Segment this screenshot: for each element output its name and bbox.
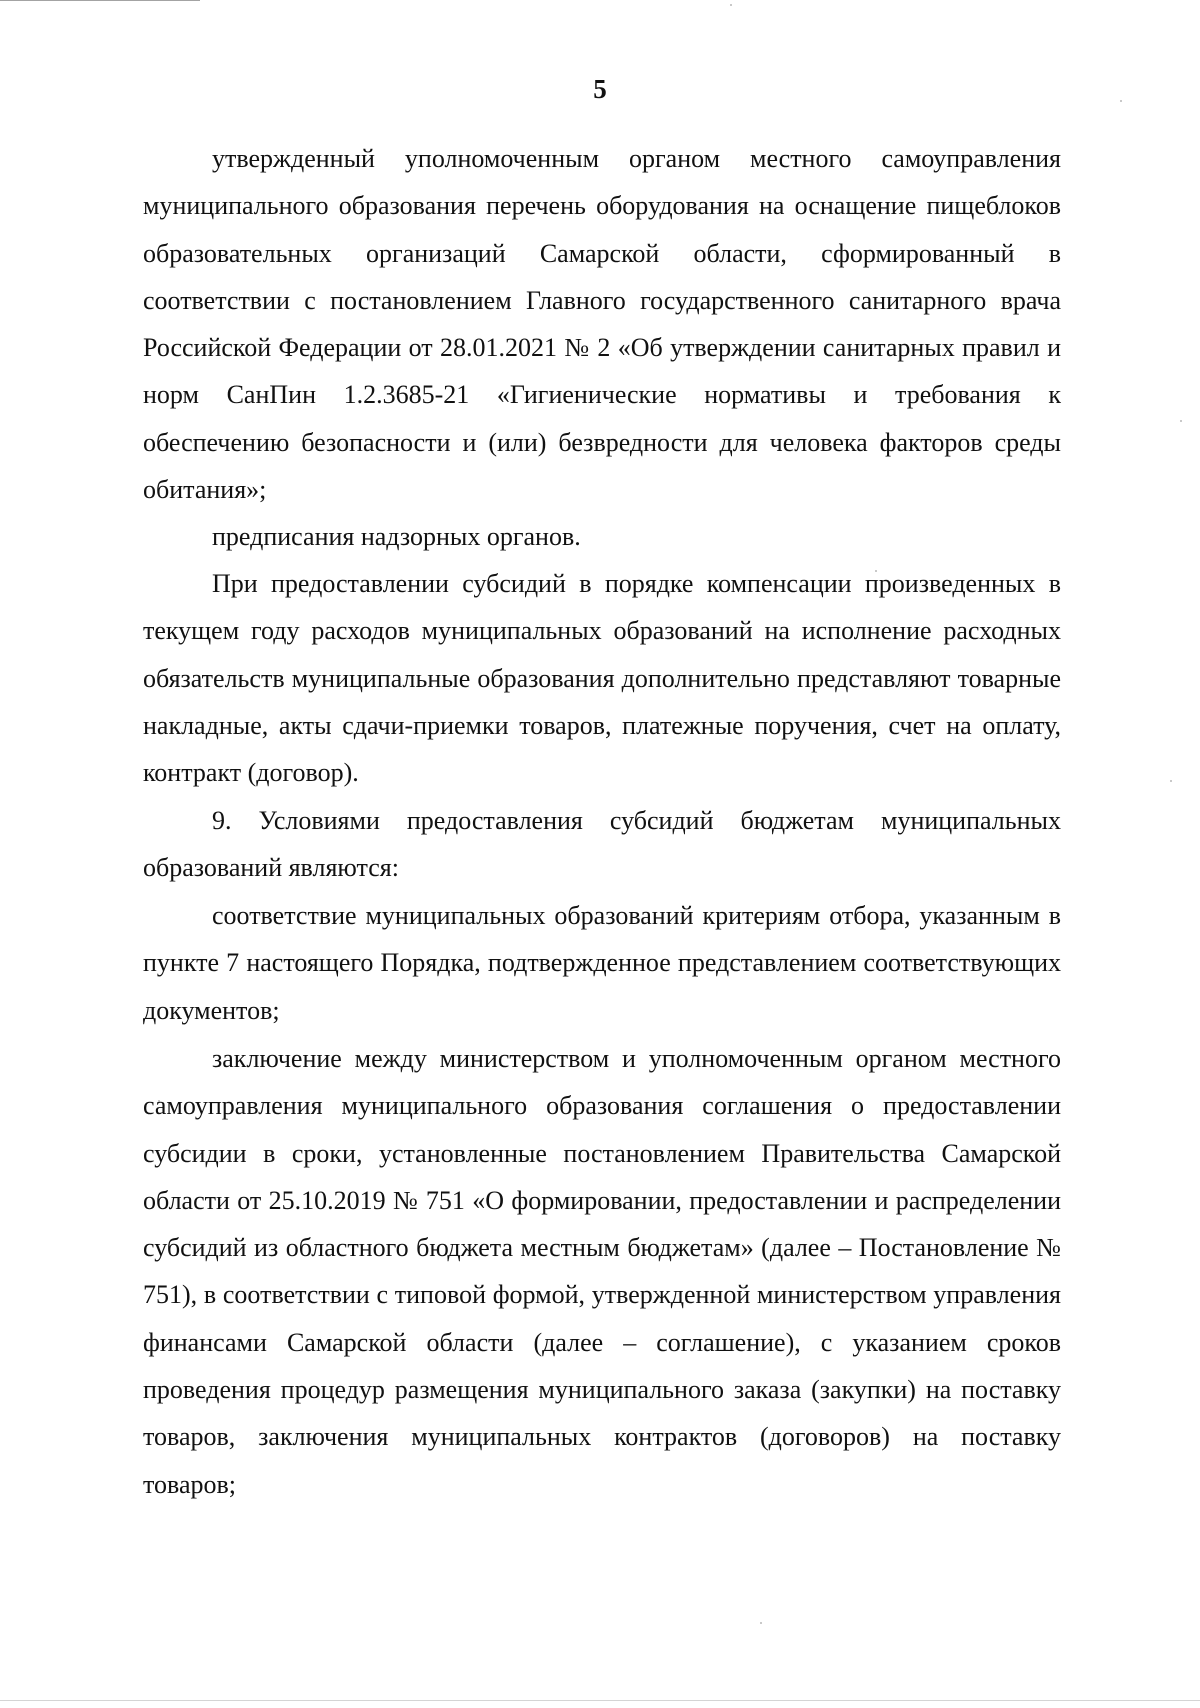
scan-artifact-top	[0, 0, 200, 1]
paragraph-equipment-list: утвержденный уполномоченным органом местного самоуправления муниципального образования перечень оборудования на оснащение пищеблоков образовательных организаций Самарской области, сформированный в соответствии с постановлением Главного государственного санитарного врача Российской Федерации от 28.01.2021 № 2 «Об утверждении санитарных правил и норм СанПин 1.2.3685-21 «Гигиенические нормативы и требования к обеспечению безопасности и (или) безвредности для человека факторов среды обитания»;	[143, 144, 1061, 505]
paragraph-supervisory-orders: предписания надзорных органов.	[212, 522, 581, 551]
paragraph-agreement-conclusion: заключение между министерством и уполномоченным органом местного самоуправления муниципального образования соглашения о предоставлении субсидии в сроки, установленные постановлением Правительства Самарской области от 25.10.2019 № 751 «О формировании, предоставлении и распределении субсидий из областного бюджета местным бюджетам» (далее – Постановление № 751), в соответствии с типовой формой, утвержденной министерством управления финансами Самарской области (далее – соглашение), с указанием сроков проведения процедур размещения муниципального заказа (закупки) на поставку товаров, заключения муниципальных контрактов (договоров) на поставку товаров;	[143, 1044, 1061, 1499]
scan-artifact-bottom	[0, 1700, 1200, 1701]
paragraph-criteria-compliance: соответствие муниципальных образований критериям отбора, указанным в пункте 7 настоящего Порядка, подтвержденное представлением соответствующих документов;	[143, 901, 1061, 1025]
scan-speck	[760, 1622, 762, 1624]
scan-speck	[1170, 780, 1172, 782]
scan-speck	[730, 4, 732, 6]
paragraph-compensation-documents: При предоставлении субсидий в порядке компенсации произведенных в текущем году расходов муниципальных образований на исполнение расходных обязательств муниципальные образования дополнительно представляют товарные накладные, акты сдачи-приемки товаров, платежные поручения, счет на оплату, контракт (договор).	[143, 569, 1061, 788]
scan-speck	[1180, 420, 1182, 422]
paragraph-item-9-conditions: 9. Условиями предоставления субсидий бюджетам муниципальных образований являются:	[143, 806, 1061, 883]
page-number: 5	[593, 74, 607, 104]
